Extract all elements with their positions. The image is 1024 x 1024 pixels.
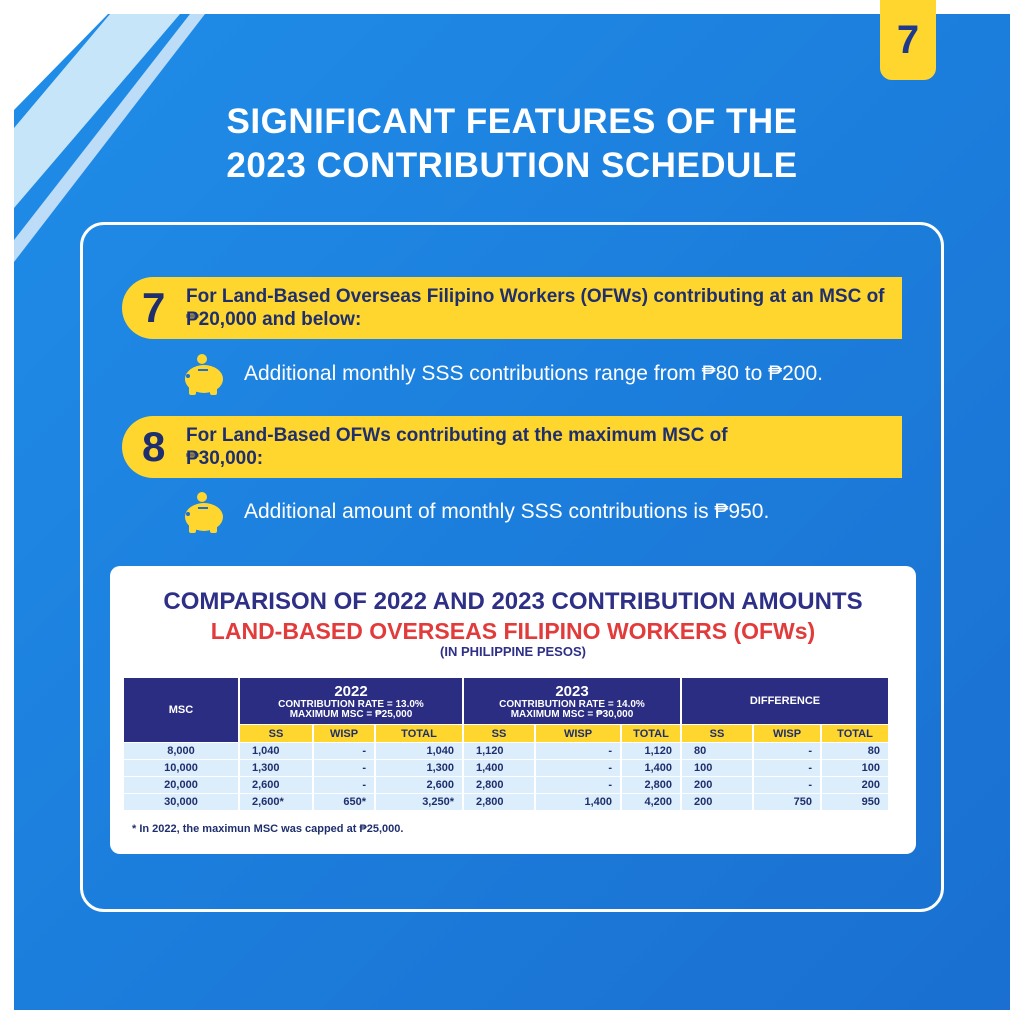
value-cell: 2,800: [464, 794, 534, 810]
subheader-wisp: WISP: [536, 725, 620, 742]
page-number-badge: 7: [880, 0, 936, 80]
value-cell: 1,120: [622, 743, 680, 759]
table-row: [124, 743, 888, 759]
value-cell: 80: [682, 743, 752, 759]
feature-bullet-text: Additional monthly SSS contributions range from ₱80 to ₱200.: [244, 362, 823, 385]
subheader-ss: SS: [240, 725, 312, 742]
subheader-total: TOTAL: [622, 725, 680, 742]
feature-8-banner: [122, 416, 902, 478]
value-cell: 2,600: [240, 777, 312, 793]
value-cell: 3,250*: [376, 794, 462, 810]
title-line-2: 2023 CONTRIBUTION SCHEDULE: [226, 146, 798, 185]
value-cell: 1,300: [376, 760, 462, 776]
value-cell: -: [754, 760, 820, 776]
value-cell: -: [314, 743, 374, 759]
feature-heading: For Land-Based OFWs contributing at the maximum MSC of ₱30,000:: [186, 425, 728, 469]
table-row: [124, 760, 888, 776]
group-header-difference: DIFFERENCE: [682, 678, 888, 724]
value-cell: 2,600: [376, 777, 462, 793]
value-cell: -: [314, 777, 374, 793]
msc-header: MSC: [124, 678, 238, 742]
value-cell: -: [536, 777, 620, 793]
msc-cell: 8,000: [124, 743, 238, 759]
value-cell: 1,400: [464, 760, 534, 776]
comparison-unit: (IN PHILIPPINE PESOS): [440, 644, 586, 659]
subheader-total: TOTAL: [822, 725, 888, 742]
value-cell: 650*: [314, 794, 374, 810]
feature-number: 8: [142, 423, 166, 470]
value-cell: 950: [822, 794, 888, 810]
value-cell: 1,040: [376, 743, 462, 759]
page-title: [0, 100, 1024, 188]
value-cell: 2,800: [464, 777, 534, 793]
subheader-ss: SS: [682, 725, 752, 742]
value-cell: 2,800: [622, 777, 680, 793]
piggy-bank-icon: [180, 490, 228, 534]
value-cell: -: [314, 760, 374, 776]
subheader-ss: SS: [464, 725, 534, 742]
value-cell: 1,040: [240, 743, 312, 759]
value-cell: -: [536, 760, 620, 776]
piggy-bank-icon: [180, 352, 228, 396]
value-cell: -: [754, 743, 820, 759]
comparison-subtitle: LAND-BASED OVERSEAS FILIPINO WORKERS (OFWs): [210, 618, 816, 644]
feature-7-bullet: [180, 352, 823, 396]
value-cell: 1,300: [240, 760, 312, 776]
value-cell: -: [754, 777, 820, 793]
msc-cell: 30,000: [124, 794, 238, 810]
table-row: [124, 794, 888, 810]
feature-7-banner: [122, 277, 902, 339]
title-line-1: SIGNIFICANT FEATURES OF THE: [226, 102, 798, 141]
comparison-table: [122, 677, 890, 811]
value-cell: 750: [754, 794, 820, 810]
feature-heading: For Land-Based Overseas Filipino Workers (OFWs) contributing at an MSC of ₱20,000 and below:: [186, 286, 885, 330]
value-cell: 1,120: [464, 743, 534, 759]
msc-cell: 20,000: [124, 777, 238, 793]
feature-8-bullet: [180, 490, 769, 534]
feature-number: 7: [142, 284, 166, 331]
value-cell: 100: [822, 760, 888, 776]
value-cell: 4,200: [622, 794, 680, 810]
comparison-title: COMPARISON OF 2022 AND 2023 CONTRIBUTION AMOUNTS: [163, 588, 863, 615]
value-cell: 2,600*: [240, 794, 312, 810]
subheader-wisp: WISP: [314, 725, 374, 742]
value-cell: 200: [682, 794, 752, 810]
value-cell: 200: [822, 777, 888, 793]
feature-bullet-text: Additional amount of monthly SSS contributions is ₱950.: [244, 500, 770, 523]
group-header-2023: 2023 CONTRIBUTION RATE = 14.0% MAXIMUM MSC = ₱30,000: [464, 678, 680, 724]
group-header-2022: 2022 CONTRIBUTION RATE = 13.0% MAXIMUM MSC = ₱25,000: [240, 678, 462, 724]
value-cell: 80: [822, 743, 888, 759]
value-cell: 100: [682, 760, 752, 776]
subheader-total: TOTAL: [376, 725, 462, 742]
value-cell: 1,400: [622, 760, 680, 776]
comparison-card: [110, 566, 916, 854]
table-row: [124, 777, 888, 793]
value-cell: 200: [682, 777, 752, 793]
subheader-wisp: WISP: [754, 725, 820, 742]
msc-cell: 10,000: [124, 760, 238, 776]
table-footnote: * In 2022, the maximun MSC was capped at ₱25,000.: [132, 823, 404, 835]
value-cell: -: [536, 743, 620, 759]
value-cell: 1,400: [536, 794, 620, 810]
